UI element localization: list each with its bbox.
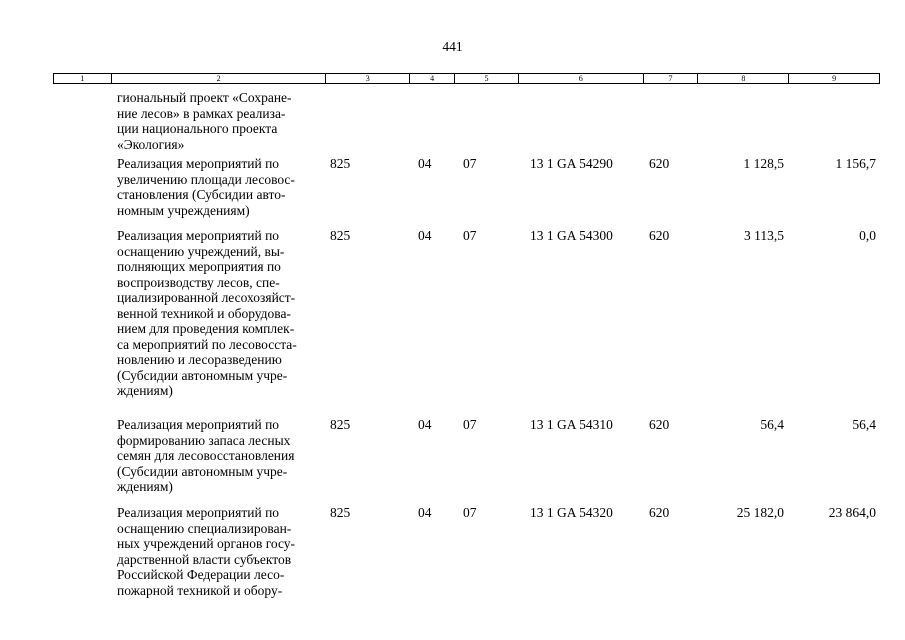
row-amount-1: 56,4	[760, 417, 784, 432]
column-number-3: 3	[326, 74, 410, 83]
row-target-code: 13 1 GA 54320	[530, 505, 613, 520]
row-subsection-code: 07	[463, 417, 477, 432]
column-number-7: 7	[644, 74, 699, 83]
row-description: Реализация мероприятий по оснащению учреждений, вы- полняющих мероприятия по воспроизводству лесов, спе- циализированной лесохозяйст- венной техникой и оборудова- нием для проведения комплек- са мероприятий по лесовосста- новлению и лесоразведению (Субсидии автономным учре- ждениям)	[117, 228, 297, 398]
row-ministry-code: 825	[330, 228, 351, 243]
row-ministry-code: 825	[330, 417, 351, 432]
row-section-code: 04	[418, 156, 432, 171]
row-amount-2: 23 864,0	[828, 505, 876, 520]
row-amount-2: 56,4	[852, 417, 876, 432]
row-expense-type: 620	[649, 156, 670, 171]
row-expense-type: 620	[649, 505, 670, 520]
row-amount-1: 1 128,5	[743, 156, 784, 171]
row-amount-2: 1 156,7	[835, 156, 876, 171]
column-number-header	[53, 73, 880, 84]
column-number-8: 8	[698, 74, 789, 83]
row-ministry-code: 825	[330, 156, 351, 171]
row-ministry-code: 825	[330, 505, 351, 520]
column-number-5: 5	[455, 74, 519, 83]
row-subsection-code: 07	[463, 228, 477, 243]
row-section-code: 04	[418, 228, 432, 243]
page-number: 441	[442, 39, 463, 54]
row-subsection-code: 07	[463, 156, 477, 171]
row-target-code: 13 1 GA 54300	[530, 228, 613, 243]
row-subsection-code: 07	[463, 505, 477, 520]
column-number-1: 1	[54, 74, 112, 83]
row-amount-2: 0,0	[859, 228, 876, 243]
continuation-description: гиональный проект «Сохране- ние лесов» в рамках реализа- ции национального проекта «Экология»	[117, 90, 292, 152]
row-amount-1: 3 113,5	[744, 228, 784, 243]
column-number-4: 4	[410, 74, 455, 83]
row-target-code: 13 1 GA 54310	[530, 417, 613, 432]
row-description: Реализация мероприятий по оснащению специализирован- ных учреждений органов госу- дарственной власти субъектов Российской Федерации лесо- пожарной техникой и обору-	[117, 505, 296, 598]
row-section-code: 04	[418, 505, 432, 520]
row-target-code: 13 1 GA 54290	[530, 156, 613, 171]
row-description: Реализация мероприятий по формированию запаса лесных семян для лесовосстановления (Субсидии автономным учре- ждениям)	[117, 417, 295, 494]
column-number-2: 2	[112, 74, 326, 83]
row-section-code: 04	[418, 417, 432, 432]
column-number-9: 9	[832, 74, 837, 83]
row-expense-type: 620	[649, 228, 670, 243]
row-description: Реализация мероприятий по увеличению площади лесовос- становления (Субсидии авто- номным учреждениям)	[117, 156, 295, 218]
row-amount-1: 25 182,0	[736, 505, 784, 520]
column-number-6: 6	[519, 74, 644, 83]
row-expense-type: 620	[649, 417, 670, 432]
